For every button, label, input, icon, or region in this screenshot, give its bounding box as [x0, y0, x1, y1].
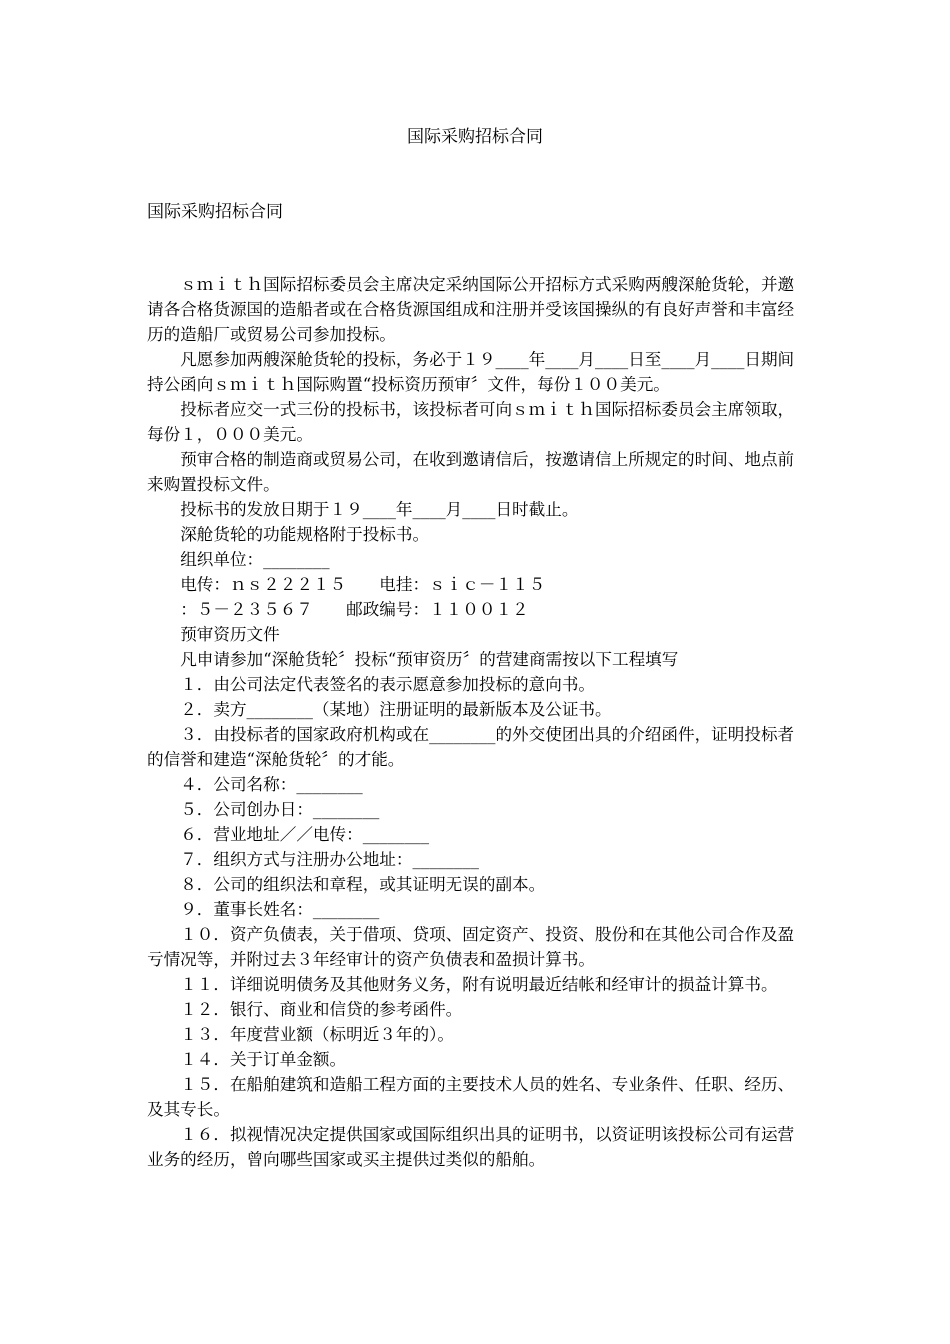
list-item: ５．公司创办日：________: [180, 800, 380, 819]
list-item: １４．关于订单金额。: [180, 1050, 347, 1069]
list-item: ３．由投标者的国家政府机构或在________的外交使团出具的介绍函件，证明投标者的信誉和建造“深舱货轮〞的才能。: [147, 725, 795, 769]
paragraph: 投标书的发放日期于１９____年____月____日时截止。: [180, 500, 579, 519]
document-subtitle: 国际采购招标合同: [147, 202, 283, 222]
paragraph: 凡申请参加“深舱货轮〞投标“预审资历〞的营建商需按以下工程填写: [180, 650, 679, 669]
paragraph: ：５－２３５６７ 邮政编号：１１００１２: [180, 600, 529, 619]
paragraph: 电传：ｎｓ２２２１５ 电挂：ｓｉｃ－１１５: [180, 575, 546, 594]
list-item: １２．银行、商业和信贷的参考函件。: [180, 1000, 463, 1019]
paragraph: 预审资历文件: [180, 625, 280, 644]
document-body: [147, 272, 802, 1172]
list-item: ９．董事长姓名：________: [180, 900, 380, 919]
paragraph: 深舱货轮的功能规格附于投标书。: [180, 525, 430, 544]
paragraph: 预审合格的制造商或贸易公司，在收到邀请信后，按邀请信上所规定的时间、地点前来购置投标文件。: [147, 450, 795, 494]
list-item: １３．年度营业额（标明近３年的）。: [180, 1025, 454, 1044]
paragraph: 凡愿参加两艘深舱货轮的投标，务必于１９____年____月____日至____月____日期间持公函向ｓｍｉｔｈ国际购置“投标资历预审〞文件，每份１００美元。: [147, 350, 795, 394]
document-title: 国际采购招标合同: [407, 127, 543, 147]
list-item: ６．营业地址／／电传：________: [180, 825, 430, 844]
list-item: １６．拟视情况决定提供国家或国际组织出具的证明书，以资证明该投标公司有运营业务的经历，曾向哪些国家或买主提供过类似的船舶。: [147, 1125, 795, 1169]
paragraph: 投标者应交一式三份的投标书，该投标者可向ｓｍｉｔｈ国际招标委员会主席领取，每份１，０００美元。: [147, 400, 795, 444]
list-item: ８．公司的组织法和章程，或其证明无误的副本。: [180, 875, 546, 894]
list-item: ２．卖方________（某地）注册证明的最新版本及公证书。: [180, 700, 612, 719]
list-item: １５．在船舶建筑和造船工程方面的主要技术人员的姓名、专业条件、任职、经历、及其专长。: [147, 1075, 795, 1119]
list-item: １１．详细说明债务及其他财务义务，附有说明最近结帐和经审计的损益计算书。: [180, 975, 778, 994]
list-item: １．由公司法定代表签名的表示愿意参加投标的意向书。: [180, 675, 596, 694]
list-item: ４．公司名称：________: [180, 775, 363, 794]
list-item: １０．资产负债表，关于借项、贷项、固定资产、投资、股份和在其他公司合作及盈亏情况等，并附过去３年经审计的资产负债表和盈损计算书。: [147, 925, 795, 969]
list-item: ７．组织方式与注册办公地址：________: [180, 850, 479, 869]
paragraph: ｓｍｉｔｈ国际招标委员会主席决定采纳国际公开招标方式采购两艘深舱货轮，并邀请各合格货源国的造船者或在合格货源国组成和注册并受该国操纵的有良好声誉和丰富经历的造船厂或贸易公司参加投标。: [147, 275, 795, 344]
paragraph: 组织单位：________: [180, 550, 330, 569]
